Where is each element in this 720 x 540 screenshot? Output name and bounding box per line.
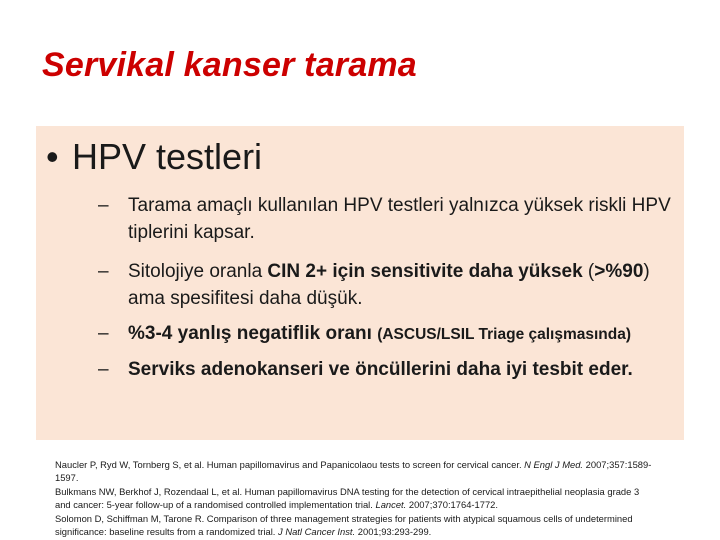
sub-bullet-note: (ASCUS/LSIL Triage çalışmasında) xyxy=(377,326,632,343)
reference-journal: J Natl Cancer Inst. xyxy=(278,526,356,538)
sub-bullet-2 xyxy=(98,258,688,312)
reference-details: 2007;357:1589-1597. xyxy=(55,459,652,484)
reference-journal: N Engl J Med. xyxy=(524,459,584,470)
sub-bullet-text-part: Sitolojiye oranla xyxy=(128,261,268,282)
sub-bullet-bold-part: CIN 2+ için sensitivite daha yüksek xyxy=(267,261,583,282)
main-bullet-text: HPV testleri xyxy=(72,136,263,177)
dash-icon: – xyxy=(98,323,109,344)
main-bullet xyxy=(46,136,262,178)
dash-icon: – xyxy=(98,359,109,380)
slide-title: Servikal kanser tarama xyxy=(42,46,417,84)
reference-authors: Bulkmans NW, Berkhof J, Rozendaal L, et al. Human papillomavirus DNA testing for the detection of cervical intraepithelial neoplasia grade 3 and cancer: 5-year follow-up of a randomised controlled implementation trial. xyxy=(55,485,640,511)
sub-bullet-text: Serviks adenokanseri ve öncüllerini daha iyi tesbit eder. xyxy=(128,359,633,380)
sub-bullet-text: Tarama amaçlı kullanılan HPV testleri yalnızca yüksek riskli HPV tiplerini kapsar. xyxy=(128,195,671,243)
sub-bullet-1 xyxy=(98,192,688,246)
sub-bullet-4 xyxy=(98,356,688,383)
dash-icon: – xyxy=(98,195,109,216)
sub-bullet-text-part: ( xyxy=(582,261,595,282)
reference-item xyxy=(55,512,655,539)
reference-details: 2007;370:1764-1772. xyxy=(406,499,498,511)
sub-bullet-text xyxy=(128,320,688,348)
sub-bullet-text-part: ) ama spesifitesi daha düşük. xyxy=(128,261,650,309)
reference-details: 2001;93:293-299. xyxy=(355,526,432,538)
sub-bullet-3 xyxy=(98,320,688,348)
dash-icon: – xyxy=(98,261,109,282)
references xyxy=(55,458,655,538)
reference-item xyxy=(55,485,655,512)
sub-bullet-bold-part: >%90 xyxy=(594,261,644,282)
bullet-icon: • xyxy=(46,136,59,177)
reference-authors: Naucler P, Ryd W, Tornberg S, et al. Human papillomavirus and Papanicolaou tests to screen for cervical cancer. xyxy=(55,459,525,470)
sub-bullet-bold-part: %3-4 yanlış negatiflik oranı xyxy=(128,323,378,344)
reference-item xyxy=(55,458,655,485)
reference-authors: Solomon D, Schiffman M, Tarone R. Comparison of three management strategies for patients with atypical squamous cells of undetermined significance: baseline results from a randomized trial. xyxy=(55,512,633,538)
reference-journal: Lancet. xyxy=(375,499,407,511)
sub-bullet-text xyxy=(128,258,688,312)
